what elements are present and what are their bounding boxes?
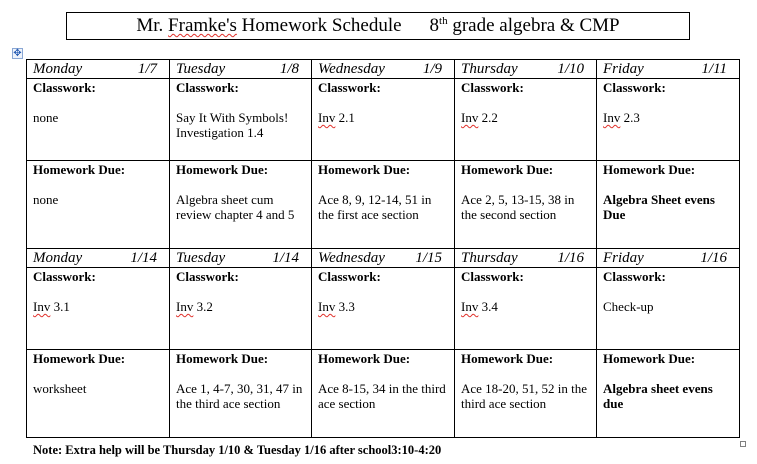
classwork-label: Classwork: [461,80,524,95]
day-date: 1/14 [130,250,157,266]
homework-value: Algebra Sheet evens Due [603,192,715,222]
classwork-text: 3.4 [478,299,498,314]
classwork-cell[interactable] [455,79,597,161]
classwork-value [33,299,163,314]
classwork-text: none [33,110,59,125]
day-header-cell[interactable] [455,60,597,79]
spellcheck-word: Inv [176,299,194,314]
homework-label: Homework Due: [33,351,126,366]
classwork-value [33,110,163,125]
classwork-label: Classwork: [318,269,381,284]
classwork-label: Classwork: [176,80,239,95]
homework-value: Ace 8, 9, 12-14, 51 in the first ace section [318,192,432,222]
homework-label: Homework Due: [33,162,126,177]
classwork-text: 3.3 [335,299,355,314]
classwork-text: 3.2 [193,299,213,314]
classwork-value [176,299,305,314]
homework-cell[interactable] [27,161,170,249]
homework-value: Ace 18-20, 51, 52 in the third ace section [461,381,588,411]
classwork-cell[interactable] [27,268,170,350]
day-header-cell[interactable] [597,60,740,79]
day-date: 1/16 [700,250,727,266]
homework-cell[interactable] [455,350,597,438]
classwork-label: Classwork: [603,80,666,95]
classwork-label: Classwork: [318,80,381,95]
classwork-cell[interactable] [312,268,455,350]
classwork-cell[interactable] [170,268,312,350]
day-name: Wednesday [318,61,385,77]
spellcheck-word: Inv [318,299,336,314]
day-name: Tuesday [176,250,226,266]
day-name: Friday [603,250,644,266]
classwork-value [461,299,590,314]
day-header-cell[interactable] [312,60,455,79]
spellcheck-word: Inv [461,110,479,125]
day-date: 1/10 [557,61,584,77]
day-header-cell[interactable] [27,249,170,268]
homework-cell[interactable] [597,161,740,249]
classwork-label: Classwork: [603,269,666,284]
week-2-homework-row [27,350,740,438]
day-date: 1/11 [701,61,727,77]
day-date: 1/16 [557,250,584,266]
homework-cell[interactable] [312,350,455,438]
homework-cell[interactable] [170,350,312,438]
classwork-text: 2.1 [335,110,355,125]
grade-subject: grade algebra & CMP [447,15,620,36]
homework-label: Homework Due: [318,351,411,366]
week-1-classwork-row [27,79,740,161]
homework-value: Ace 2, 5, 13-15, 38 in the second section [461,192,575,222]
classwork-label: Classwork: [461,269,524,284]
homework-label: Homework Due: [176,162,269,177]
spellcheck-word: Inv [461,299,479,314]
classwork-cell[interactable] [597,79,740,161]
homework-cell[interactable] [455,161,597,249]
document-title-box [66,12,690,40]
day-name: Wednesday [318,250,385,266]
homework-value: Algebra sheet cum review chapter 4 and 5 [176,192,295,222]
grade-superscript: th [439,15,448,27]
homework-label: Homework Due: [603,351,696,366]
classwork-label: Classwork: [33,269,96,284]
classwork-value [603,299,733,314]
homework-label: Homework Due: [461,351,554,366]
classwork-text: Say It With Symbols! Investigation 1.4 [176,110,289,140]
day-name: Friday [603,61,644,77]
day-name: Tuesday [176,61,226,77]
homework-value: worksheet [33,381,87,396]
week-2-classwork-row [27,268,740,350]
homework-label: Homework Due: [461,162,554,177]
day-header-cell[interactable] [27,60,170,79]
homework-label: Homework Due: [318,162,411,177]
classwork-cell[interactable] [455,268,597,350]
homework-value: none [33,192,59,207]
week-2-day-header-row [27,249,740,268]
classwork-text: 2.2 [478,110,498,125]
day-name: Monday [33,61,83,77]
classwork-value [318,110,448,125]
classwork-value [318,299,448,314]
day-date: 1/14 [272,250,299,266]
classwork-text: 2.3 [620,110,640,125]
homework-label: Homework Due: [603,162,696,177]
classwork-text: Check-up [603,299,654,314]
table-move-handle-icon[interactable]: ✥ [13,48,22,59]
spellcheck-word: Inv [318,110,336,125]
homework-schedule-table [26,59,740,438]
classwork-value [461,110,590,125]
classwork-value [603,110,733,125]
title-teacher-name: Framke's [168,15,237,36]
week-1-homework-row [27,161,740,249]
day-name: Thursday [461,250,518,266]
grade-number: 8 [429,15,440,36]
title-suffix: Homework Schedule [236,15,402,36]
classwork-text: 3.1 [50,299,70,314]
homework-value: Algebra sheet evens due [603,381,713,411]
homework-cell[interactable] [597,350,740,438]
spellcheck-word: Inv [603,110,621,125]
homework-label: Homework Due: [176,351,269,366]
table-resize-handle[interactable] [740,441,746,447]
day-name: Monday [33,250,83,266]
day-header-cell[interactable] [597,249,740,268]
homework-value: Ace 8-15, 34 in the third ace section [318,381,446,411]
homework-cell[interactable] [312,161,455,249]
classwork-label: Classwork: [33,80,96,95]
homework-value: Ace 1, 4-7, 30, 31, 47 in the third ace section [176,381,303,411]
day-date: 1/9 [422,61,442,77]
day-name: Thursday [461,61,518,77]
classwork-cell[interactable] [170,79,312,161]
classwork-label: Classwork: [176,269,239,284]
day-header-cell[interactable] [170,249,312,268]
day-header-cell[interactable] [170,60,312,79]
homework-cell[interactable] [27,350,170,438]
classwork-value [176,110,305,140]
spellcheck-word: Inv [33,299,51,314]
day-header-cell[interactable] [312,249,455,268]
classwork-cell[interactable] [597,268,740,350]
week-1-day-header-row [27,60,740,79]
day-date: 1/15 [415,250,442,266]
day-date: 1/7 [137,61,157,77]
extra-help-note: Note: Extra help will be Thursday 1/10 & Tuesday 1/16 after school3:10-4:20 [33,443,442,457]
classwork-cell[interactable] [27,79,170,161]
homework-cell[interactable] [170,161,312,249]
classwork-cell[interactable] [312,79,455,161]
day-date: 1/8 [279,61,299,77]
title-prefix: Mr. [136,15,169,36]
day-header-cell[interactable] [455,249,597,268]
